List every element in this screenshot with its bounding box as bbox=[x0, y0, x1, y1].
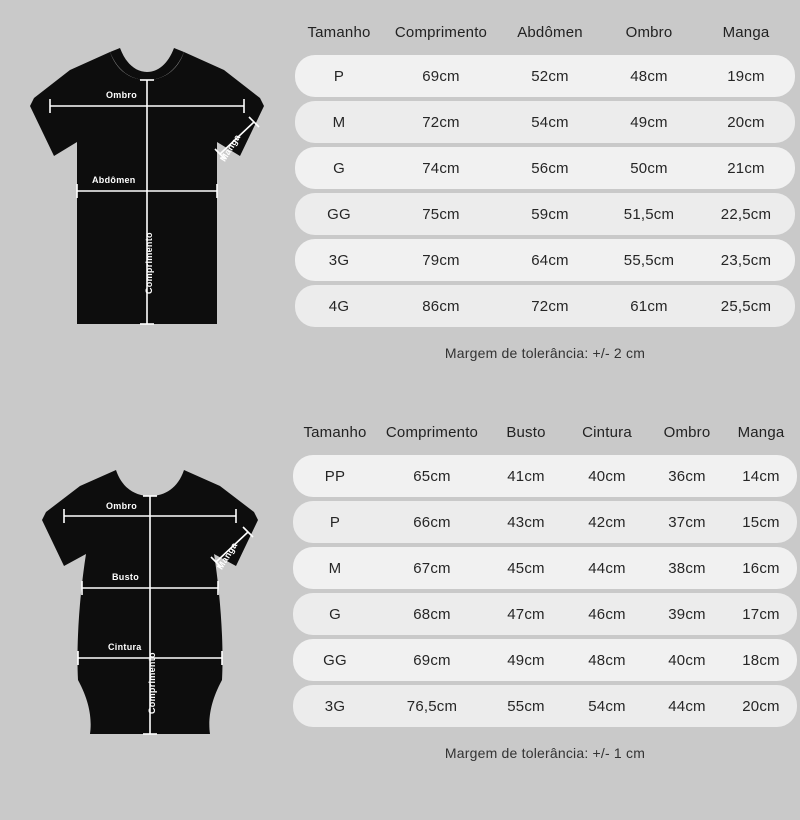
cell-busto: 49cm bbox=[487, 639, 565, 681]
cell-size: G bbox=[295, 147, 383, 189]
womens-shirt-illustration-area bbox=[0, 400, 290, 820]
cell-ombro: 49cm bbox=[601, 101, 697, 143]
cell-manga: 23,5cm bbox=[697, 239, 795, 281]
mens-size-section bbox=[0, 0, 800, 400]
table-header-row bbox=[295, 18, 795, 51]
column-header-ombro: Ombro bbox=[663, 424, 711, 441]
column-header-tamanho: Tamanho bbox=[307, 24, 371, 41]
cell-size: M bbox=[293, 547, 377, 589]
cell-cintura: 44cm bbox=[565, 547, 649, 589]
cell-ombro: 39cm bbox=[649, 593, 725, 635]
cell-size: P bbox=[295, 55, 383, 97]
cell-ombro: 40cm bbox=[649, 639, 725, 681]
label-manga-men: Manga bbox=[218, 132, 243, 164]
table-row bbox=[293, 593, 797, 635]
womens-tolerance-note: Margem de tolerância: +/- 1 cm bbox=[444, 745, 646, 761]
cell-comprimento: 76,5cm bbox=[377, 685, 487, 727]
table-row bbox=[293, 685, 797, 727]
cell-busto: 45cm bbox=[487, 547, 565, 589]
cell-manga: 21cm bbox=[697, 147, 795, 189]
cell-abdomen: 54cm bbox=[499, 101, 601, 143]
cell-size: 4G bbox=[295, 285, 383, 327]
cell-ombro: 51,5cm bbox=[601, 193, 697, 235]
cell-size: GG bbox=[295, 193, 383, 235]
cell-manga: 14cm bbox=[725, 455, 797, 497]
cell-cintura: 54cm bbox=[565, 685, 649, 727]
cell-ombro: 36cm bbox=[649, 455, 725, 497]
cell-ombro: 55,5cm bbox=[601, 239, 697, 281]
womens-size-section bbox=[0, 400, 800, 820]
label-ombro-women: Ombro bbox=[106, 501, 138, 511]
cell-comprimento: 69cm bbox=[377, 639, 487, 681]
cell-busto: 43cm bbox=[487, 501, 565, 543]
cell-manga: 22,5cm bbox=[697, 193, 795, 235]
cell-manga: 19cm bbox=[697, 55, 795, 97]
column-header-abdomen: Abdômen bbox=[517, 24, 583, 41]
cell-ombro: 44cm bbox=[649, 685, 725, 727]
cell-size: GG bbox=[293, 639, 377, 681]
cell-abdomen: 52cm bbox=[499, 55, 601, 97]
column-header-cintura: Cintura bbox=[582, 424, 632, 441]
label-busto-women: Busto bbox=[112, 572, 139, 582]
mens-tolerance-note: Margem de tolerância: +/- 2 cm bbox=[444, 345, 646, 361]
table-row bbox=[295, 239, 795, 281]
table-row bbox=[293, 639, 797, 681]
cell-size: PP bbox=[293, 455, 377, 497]
cell-manga: 16cm bbox=[725, 547, 797, 589]
cell-manga: 18cm bbox=[725, 639, 797, 681]
cell-size: 3G bbox=[295, 239, 383, 281]
cell-cintura: 42cm bbox=[565, 501, 649, 543]
cell-comprimento: 65cm bbox=[377, 455, 487, 497]
cell-cintura: 48cm bbox=[565, 639, 649, 681]
label-comprimento-women: Comprimento bbox=[147, 652, 157, 714]
cell-ombro: 38cm bbox=[649, 547, 725, 589]
label-comprimento-men: Comprimento bbox=[144, 232, 154, 294]
table-row bbox=[293, 455, 797, 497]
cell-abdomen: 72cm bbox=[499, 285, 601, 327]
mens-measurements-table-area bbox=[290, 0, 800, 400]
table-row bbox=[295, 101, 795, 143]
cell-manga: 25,5cm bbox=[697, 285, 795, 327]
cell-size: G bbox=[293, 593, 377, 635]
cell-comprimento: 72cm bbox=[383, 101, 499, 143]
column-header-manga: Manga bbox=[722, 24, 770, 41]
column-header-comprimento: Comprimento bbox=[385, 424, 479, 441]
cell-busto: 47cm bbox=[487, 593, 565, 635]
cell-comprimento: 67cm bbox=[377, 547, 487, 589]
column-header-tamanho: Tamanho bbox=[303, 424, 367, 441]
cell-ombro: 50cm bbox=[601, 147, 697, 189]
womens-tshirt-graphic bbox=[30, 462, 270, 752]
label-manga-women: Manga bbox=[215, 540, 240, 572]
cell-comprimento: 86cm bbox=[383, 285, 499, 327]
table-header-row bbox=[293, 418, 797, 451]
cell-manga: 17cm bbox=[725, 593, 797, 635]
cell-ombro: 61cm bbox=[601, 285, 697, 327]
cell-comprimento: 75cm bbox=[383, 193, 499, 235]
cell-abdomen: 56cm bbox=[499, 147, 601, 189]
column-header-manga: Manga bbox=[737, 424, 785, 441]
womens-measurements-table bbox=[293, 414, 797, 731]
cell-manga: 20cm bbox=[725, 685, 797, 727]
column-header-busto: Busto bbox=[506, 424, 546, 441]
womens-measurements-table-area bbox=[290, 400, 800, 820]
table-row bbox=[295, 147, 795, 189]
table-row bbox=[295, 55, 795, 97]
cell-comprimento: 68cm bbox=[377, 593, 487, 635]
table-row bbox=[293, 547, 797, 589]
cell-busto: 55cm bbox=[487, 685, 565, 727]
cell-busto: 41cm bbox=[487, 455, 565, 497]
cell-comprimento: 79cm bbox=[383, 239, 499, 281]
cell-size: 3G bbox=[293, 685, 377, 727]
label-cintura-women: Cintura bbox=[108, 642, 142, 652]
column-header-ombro: Ombro bbox=[625, 24, 673, 41]
cell-size: M bbox=[295, 101, 383, 143]
cell-manga: 15cm bbox=[725, 501, 797, 543]
cell-abdomen: 59cm bbox=[499, 193, 601, 235]
cell-manga: 20cm bbox=[697, 101, 795, 143]
table-row bbox=[295, 193, 795, 235]
column-header-comprimento: Comprimento bbox=[394, 24, 488, 41]
cell-abdomen: 64cm bbox=[499, 239, 601, 281]
cell-cintura: 40cm bbox=[565, 455, 649, 497]
label-abdomen-men: Abdômen bbox=[92, 175, 136, 185]
cell-comprimento: 74cm bbox=[383, 147, 499, 189]
table-row bbox=[293, 501, 797, 543]
cell-size: P bbox=[293, 501, 377, 543]
label-ombro-men: Ombro bbox=[106, 90, 138, 100]
cell-ombro: 37cm bbox=[649, 501, 725, 543]
cell-cintura: 46cm bbox=[565, 593, 649, 635]
mens-measurements-table bbox=[295, 14, 795, 331]
cell-ombro: 48cm bbox=[601, 55, 697, 97]
mens-shirt-illustration-area bbox=[0, 0, 290, 400]
cell-comprimento: 69cm bbox=[383, 55, 499, 97]
table-row bbox=[295, 285, 795, 327]
cell-comprimento: 66cm bbox=[377, 501, 487, 543]
mens-tshirt-graphic bbox=[22, 46, 272, 336]
